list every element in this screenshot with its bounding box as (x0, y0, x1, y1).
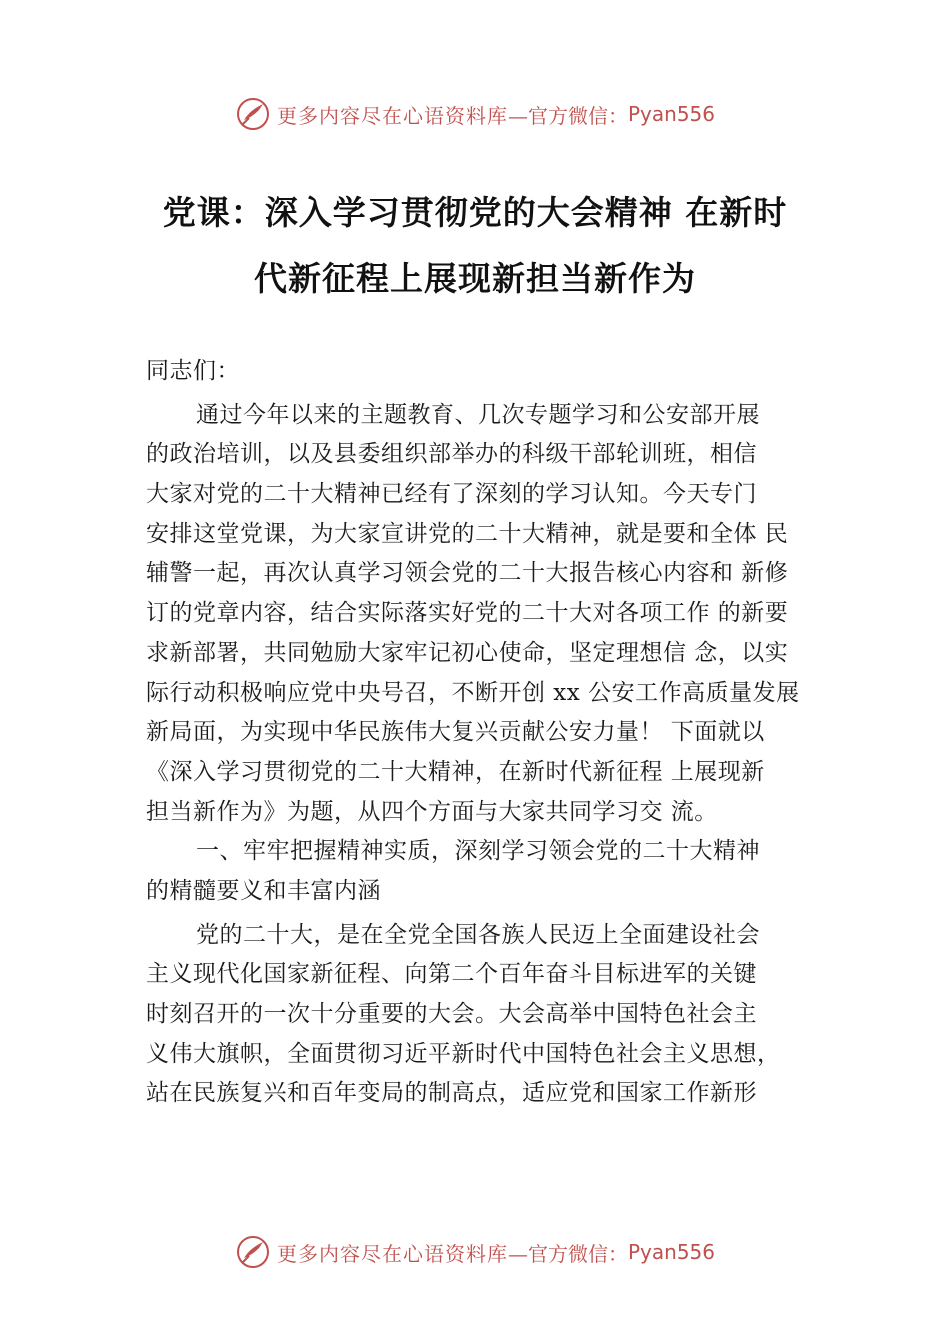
salutation: 同志们： (146, 358, 240, 384)
watermark-header (0, 94, 950, 134)
page-title (100, 180, 850, 312)
title-line-2: 代新征程上展现新担当新作为 (254, 259, 696, 298)
body-line: 求新部署，共同勉励大家牢记初心使命，坚定理想信 念，以实 (146, 639, 789, 666)
body-line: 际行动积极响应党中央号召，不断开创 xx 公安工作高质量发展 (146, 679, 800, 706)
body-line: 担当新作为》为题，从四个方面与大家共同学习交 流。 (146, 798, 718, 825)
watermark-footer (0, 1232, 950, 1272)
body-line: 安排这堂党课，为大家宣讲党的二十大精神，就是要和全体 民 (146, 520, 789, 547)
watermark-text: 更多内容尽在心语资料库 (276, 103, 508, 128)
body-line: 订的党章内容，结合实际落实好党的二十大对各项工作 的新要 (146, 600, 789, 627)
watermark-separator: —官方微信： (507, 103, 628, 128)
body-line: 站在民族复兴和百年变局的制高点，适应党和国家工作新形 (146, 1080, 757, 1107)
body-line: 党的二十大，是在全党全国各族人民迈上全面建设社会 (196, 921, 760, 948)
watermark-id: Pyan556 (627, 1240, 715, 1264)
body-line: 主义现代化国家新征程、向第二个百年奋斗目标进军的关键 (146, 961, 757, 988)
body-line: 义伟大旗帜，全面贯彻习近平新时代中国特色社会主义思想， (146, 1040, 781, 1067)
body-line: 时刻召开的一次十分重要的大会。大会高举中国特色社会主 (146, 1001, 757, 1027)
body-line: 通过今年以来的主题教育、几次专题学习和公安部开展 (196, 401, 760, 428)
watermark-text: 更多内容尽在心语资料库 (276, 1241, 508, 1266)
watermark-separator: —官方微信： (507, 1241, 628, 1266)
body-line: 辅警一起，再次认真学习领会党的二十大报告核心内容和 新修 (146, 560, 789, 587)
section-heading: 一、牢牢把握精神实质，深刻学习领会党的二十大精神 (196, 838, 760, 865)
pen-logo-icon (235, 96, 271, 132)
title-line-1: 党课：深入学习贯彻党的大会精神 在新时 (162, 193, 788, 232)
pen-logo-icon (235, 1234, 271, 1270)
document-body (146, 352, 836, 1114)
body-line: 新局面，为实现中华民族伟大复兴贡献公安力量！ 下面就以 (146, 719, 765, 746)
body-line: 《深入学习贯彻党的二十大精神，在新时代新征程 上展现新 (146, 758, 765, 785)
section-heading-cont: 的精髓要义和丰富内涵 (146, 877, 381, 904)
body-line: 的政治培训，以及县委组织部举办的科级干部轮训班，相信 (146, 441, 757, 468)
watermark-id: Pyan556 (627, 102, 715, 126)
body-line: 大家对党的二十大精神已经有了深刻的学习认知。今天专门 (146, 481, 757, 508)
